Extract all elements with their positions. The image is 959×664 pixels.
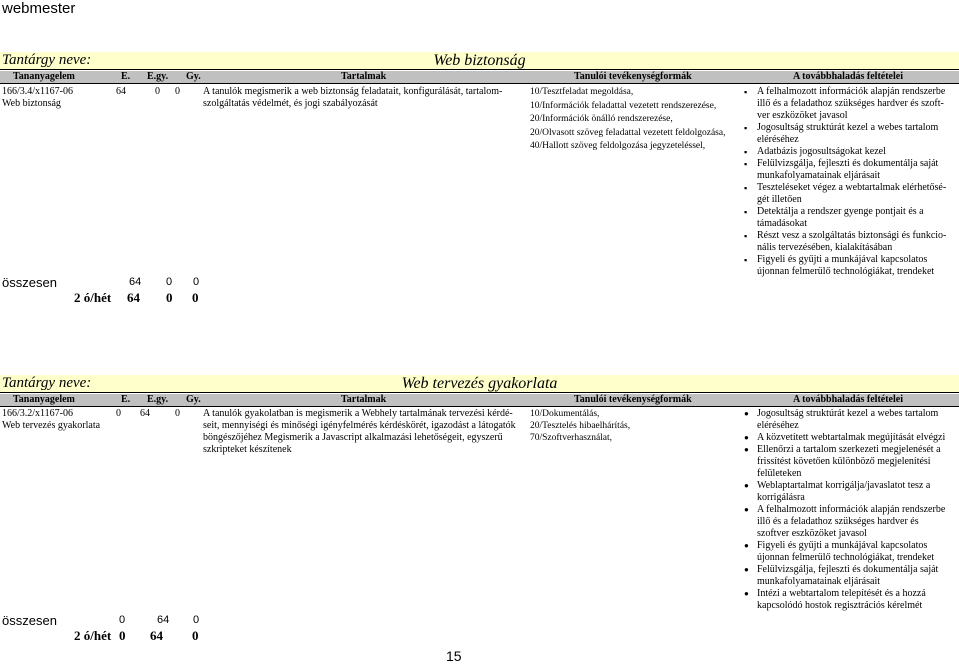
condition-item: ● Ellenőrzi a tartalom szerkezeti megjelenését a frissítést követően különböző megjelenítési felületeken xyxy=(744,444,952,480)
activity-item: 20/Olvasott szöveg feladattal vezetett feldolgozása, xyxy=(530,127,726,138)
condition-item: ▪ Adatbázis jogosultságokat kezel xyxy=(744,146,952,158)
condition-item: ● Figyeli és gyűjti a munkájával kapcsolatos újonnan felmerülő technológiákat, trendeket xyxy=(744,540,952,564)
condition-item: ● Weblaptartalmat korrigálja/javaslatot tesz a korrigálásra xyxy=(744,480,952,504)
code-cell xyxy=(2,86,112,110)
col-tevekenyseg: Tanulói tevékenységformák xyxy=(574,394,692,405)
col-tananyagelem: Tananyagelem xyxy=(13,394,75,405)
col-gy: Gy. xyxy=(186,71,201,82)
condition-item: ● A felhalmozott információk alapján rendszerbe illő és a feladathoz szükséges hardver és szoftver eszközöket javasol xyxy=(744,504,952,540)
activity-item: 10/Információk feladattal vezetett rendszerezése, xyxy=(530,100,717,111)
condition-item: ▪ Jogosultság struktúrát kezel a webes tartalom eléréséhez xyxy=(744,122,952,146)
total-egy: 0 xyxy=(166,276,173,288)
value-gy: 0 xyxy=(175,86,180,97)
subject-title-bar xyxy=(0,375,959,393)
col-tovabbhaladas: A továbbhaladás feltételei xyxy=(793,394,903,405)
subject-label: Tantárgy neve: xyxy=(2,52,92,68)
subject-block-web-biztonsag xyxy=(0,52,959,312)
condition-item: ● A közvetített webtartalmak megújítását elvégzi xyxy=(744,432,952,444)
activity-item: 10/Tesztfeladat megoldása, xyxy=(530,87,634,97)
value-e: 64 xyxy=(116,86,126,97)
subject-name: Web tervezés gyakorlata xyxy=(401,375,558,392)
condition-item: ▪ Részt vesz a szolgáltatás biztonsági és funkcio-nális tervezésében, kialakításában xyxy=(744,230,952,254)
condition-item: ▪ Figyeli és gyűjti a munkájával kapcsolatos újonnan felmerülő technológiákat, trendeket xyxy=(744,254,952,278)
subject-block-web-tervezes xyxy=(0,375,959,664)
col-gy: Gy. xyxy=(186,394,201,405)
content-text: A tanulók megismerik a web biztonság feladatait, konfigurálását, tartalom-szolgáltatás védelmét, és jogi szabályozását xyxy=(203,86,503,109)
site-title: webmester xyxy=(2,0,76,17)
col-e: E. xyxy=(121,394,131,405)
activities-list xyxy=(530,86,742,154)
total-e: 64 xyxy=(129,276,142,288)
col-tovabbhaladas: A továbbhaladás feltételei xyxy=(793,71,903,82)
conditions-list xyxy=(744,86,952,278)
content-text: A tanulók gyakolatban is megismerik a Webhely tartalmának tervezési kérdé-seit, mennyiségi és minőségi igényfelmérés kérdéskörét, igazodást a látogatók böngészőjéhez Megismerik a Javascript alkalmazási lehetőségeit, egyszerű szkripteket készítenek xyxy=(203,408,516,455)
value-gy: 0 xyxy=(175,408,180,419)
week-e: 0 xyxy=(119,628,126,643)
activities-list xyxy=(530,408,742,444)
total-label: összesen xyxy=(2,275,57,290)
column-header-row xyxy=(0,394,959,407)
col-tananyagelem: Tananyagelem xyxy=(13,71,75,82)
subject-title-bar xyxy=(0,52,959,70)
total-egy: 64 xyxy=(157,614,170,626)
activity-item: 20/Tesztelés hibaelhárítás, xyxy=(530,421,631,431)
condition-item: ● Jogosultság struktúrát kezel a webes tartalom eléréséhez xyxy=(744,408,952,432)
subject-code: 166/3.4/x1167-06 xyxy=(2,86,74,97)
condition-item: ● Felülvizsgálja, fejleszti és dokumentálja saját munkafolyamatainak eljárásait xyxy=(744,564,952,588)
col-tevekenyseg: Tanulói tevékenységformák xyxy=(574,71,692,82)
value-egy: 0 xyxy=(155,86,160,97)
subject-code-name: Web biztonság xyxy=(2,98,61,109)
activity-item: 70/Szoftverhasználat, xyxy=(530,433,613,443)
subject-code-name: Web tervezés gyakorlata xyxy=(2,420,101,431)
total-label: összesen xyxy=(2,613,57,628)
activity-item: 40/Hallott szöveg feldolgozása jegyzeteléssel, xyxy=(530,141,706,151)
total-e: 0 xyxy=(119,614,126,626)
condition-item: ▪ Detektálja a rendszer gyenge pontjait és a támadásokat xyxy=(744,206,952,230)
subject-name: Web biztonság xyxy=(433,52,526,69)
week-e: 64 xyxy=(127,290,140,305)
week-label: 2 ó/hét xyxy=(74,290,112,305)
condition-item: ▪ Felülvizsgálja, fejleszti és dokumentálja saját munkafolyamatainak eljárásait xyxy=(744,158,952,182)
week-egy: 64 xyxy=(150,628,163,643)
col-e: E. xyxy=(121,71,131,82)
col-egy: E.gy. xyxy=(147,71,169,82)
code-cell xyxy=(2,408,114,432)
activity-item: 20/Információk önálló rendszerezése, xyxy=(530,114,673,124)
value-egy: 64 xyxy=(140,408,150,419)
condition-item: ▪ Teszteléseket végez a webtartalmak elérhetősé-gét illetően xyxy=(744,182,952,206)
col-egy: E.gy. xyxy=(147,394,169,405)
condition-item: ● Intézi a webtartalom telepítését és a hozzá kapcsolódó hostok regisztrációs kérelmét xyxy=(744,588,952,612)
page-number: 15 xyxy=(446,648,462,664)
total-gy: 0 xyxy=(193,276,200,288)
week-gy: 0 xyxy=(192,628,199,643)
value-e: 0 xyxy=(116,408,121,419)
condition-item: ▪ A felhalmozott információk alapján rendszerbe illő és a feladathoz szükséges hardver és szoft-ver eszközöket javasol xyxy=(744,86,952,122)
week-gy: 0 xyxy=(192,290,199,305)
activity-item: 10/Dokumentálás, xyxy=(530,409,600,419)
col-tartalmak: Tartalmak xyxy=(341,71,387,82)
subject-code: 166/3.2/x1167-06 xyxy=(2,408,74,419)
column-header-row xyxy=(0,71,959,84)
subject-label: Tantárgy neve: xyxy=(2,375,92,391)
total-gy: 0 xyxy=(193,614,200,626)
week-egy: 0 xyxy=(166,290,173,305)
week-label: 2 ó/hét xyxy=(74,628,112,643)
conditions-list xyxy=(744,408,952,612)
col-tartalmak: Tartalmak xyxy=(341,394,387,405)
